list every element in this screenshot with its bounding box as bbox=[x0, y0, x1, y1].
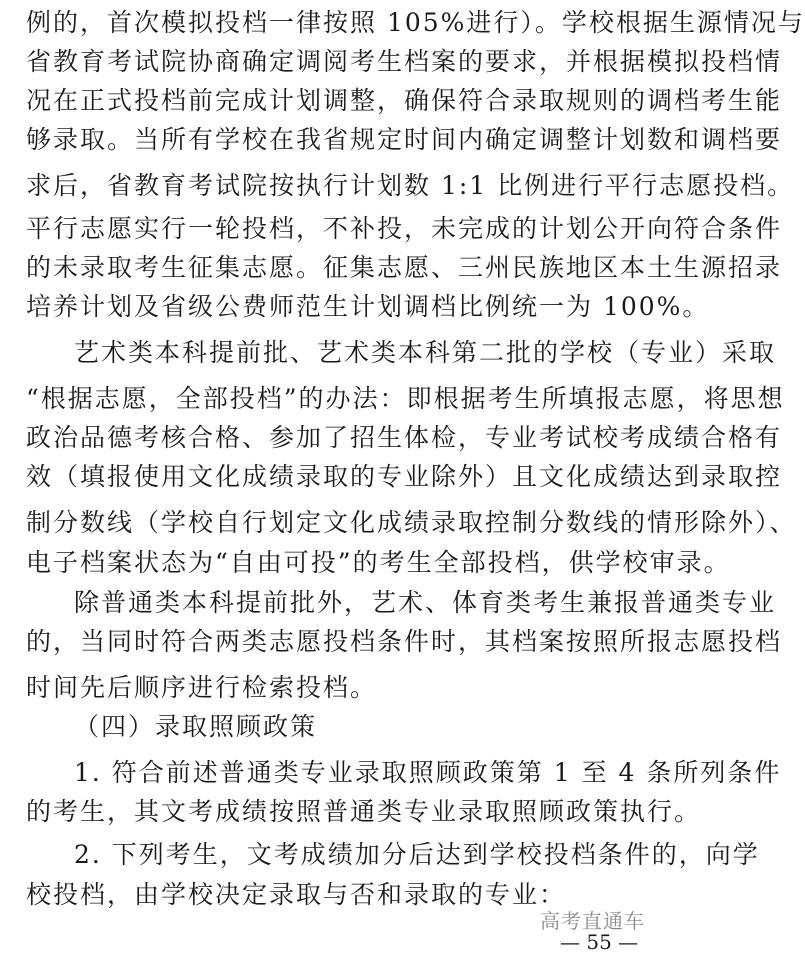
text-line: 省教育考试院协商确定调阅考生档案的要求，并根据模拟投档情 bbox=[26, 47, 783, 76]
text-line: 校投档，由学校决定录取与否和录取的专业： bbox=[26, 880, 567, 909]
text-line: 的，当同时符合两类志愿投档条件时，其档案按照所报志愿投档 bbox=[26, 627, 783, 656]
watermark-text: 高考直通车 bbox=[540, 909, 645, 933]
list-item-start: 2. 下列考生，文考成绩加分后达到学校投档条件的，向学 bbox=[74, 840, 760, 869]
paragraph-start-line: 艺术类本科提前批、艺术类本科第二批的学校（专业）采取 bbox=[74, 338, 777, 367]
paragraph-start-line: 除普通类本科提前批外，艺术、体育类考生兼报普通类专业 bbox=[74, 588, 777, 617]
text-line: 的未录取考生征集志愿。征集志愿、三州民族地区本土生源招录 bbox=[26, 253, 783, 282]
text-line: “根据志愿，全部投档”的办法：即根据考生所填报志愿，将思想 bbox=[26, 384, 785, 413]
text-line: 够录取。当所有学校在我省规定时间内确定调整计划数和调档要 bbox=[26, 125, 783, 154]
text-line: 的考生，其文考成绩按照普通类专业录取照顾政策执行。 bbox=[26, 797, 702, 826]
text-line: 效（填报使用文化成绩录取的专业除外）且文化成绩达到录取控 bbox=[26, 462, 783, 491]
text-line: 例的，首次模拟投档一律按照 105%进行）。学校根据生源情况与 bbox=[26, 8, 805, 37]
list-item-start: 1. 符合前述普通类专业录取照顾政策第 1 至 4 条所列条件 bbox=[74, 758, 782, 787]
text-line: 制分数线（学校自行划定文化成绩录取控制分数线的情形除外）、 bbox=[26, 508, 797, 537]
text-line: 求后，省教育考试院按执行计划数 1:1 比例进行平行志愿投档。 bbox=[26, 171, 795, 200]
text-line: 况在正式投档前完成计划调整，确保符合录取规则的调档考生能 bbox=[26, 86, 783, 115]
text-line: 电子档案状态为“自由可投”的考生全部投档，供学校审录。 bbox=[26, 548, 731, 577]
page-number: — 55 — bbox=[560, 930, 639, 954]
text-line: 时间先后顺序进行检索投档。 bbox=[26, 673, 378, 702]
section-heading: （四）录取照顾政策 bbox=[74, 712, 318, 741]
text-line: 平行志愿实行一轮投档，不补投，未完成的计划公开向符合条件 bbox=[26, 214, 783, 243]
text-line: 培养计划及省级公费师范生计划调档比例统一为 100%。 bbox=[26, 292, 710, 321]
text-line: 政治品德考核合格、参加了招生体检，专业考试校考成绩合格有 bbox=[26, 423, 783, 452]
